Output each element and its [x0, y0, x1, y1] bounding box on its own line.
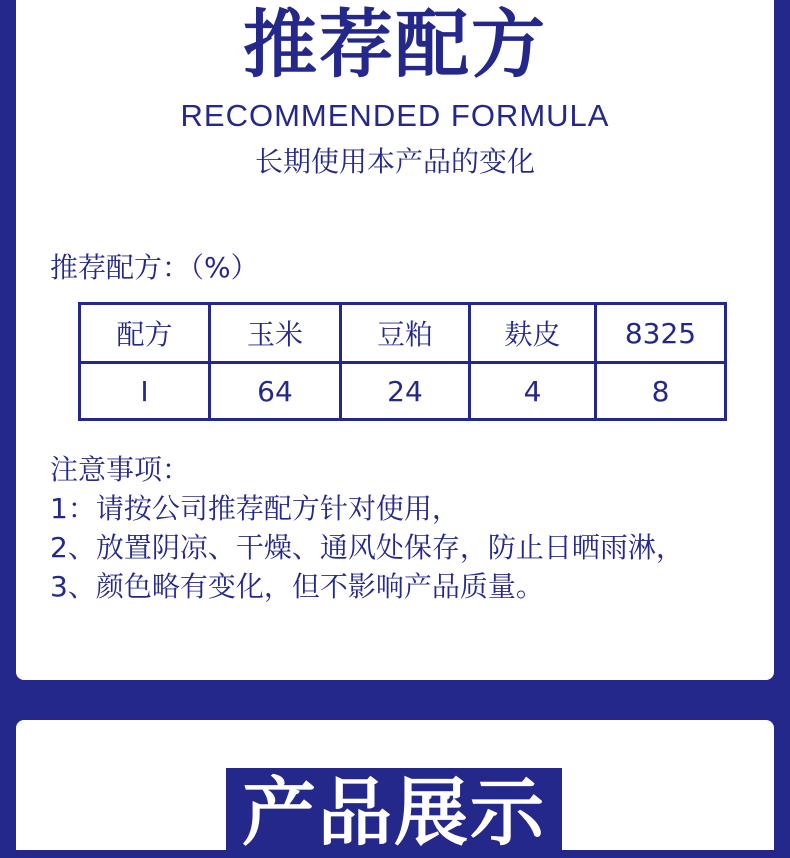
showcase-title: 产品展示 [242, 770, 546, 856]
table-row [80, 363, 726, 420]
note-item: 2、放置阴凉、干燥、通风处保存，防止日晒雨淋， [50, 531, 684, 564]
formula-table [78, 302, 727, 421]
table-header-cell: 配方 [80, 304, 210, 363]
showcase-title-banner [226, 768, 562, 858]
table-cell: 8 [596, 363, 726, 420]
table-header-cell: 8325 [596, 304, 726, 363]
table-cell: 64 [210, 363, 341, 420]
table-header-cell: 豆粕 [341, 304, 470, 363]
table-header-cell: 玉米 [210, 304, 341, 363]
note-item: 1：请按公司推荐配方针对使用， [50, 492, 460, 525]
table-cell: I [80, 363, 210, 420]
table-cell: 4 [470, 363, 596, 420]
product-showcase-card [16, 720, 774, 856]
section-subtitle-english: RECOMMENDED FORMULA [180, 98, 610, 133]
note-item: 3、颜色略有变化，但不影响产品质量。 [50, 570, 544, 603]
table-header-cell: 麸皮 [470, 304, 596, 363]
table-cell: 24 [341, 363, 470, 420]
formula-label: 推荐配方：（%） [50, 251, 259, 284]
notes-heading: 注意事项： [50, 453, 191, 486]
usage-notes [50, 450, 684, 606]
recommended-formula-card [16, 0, 774, 680]
section-subtitle-chinese: 长期使用本产品的变化 [254, 145, 535, 178]
table-header-row [80, 304, 726, 363]
section-title: 推荐配方 [243, 2, 547, 88]
